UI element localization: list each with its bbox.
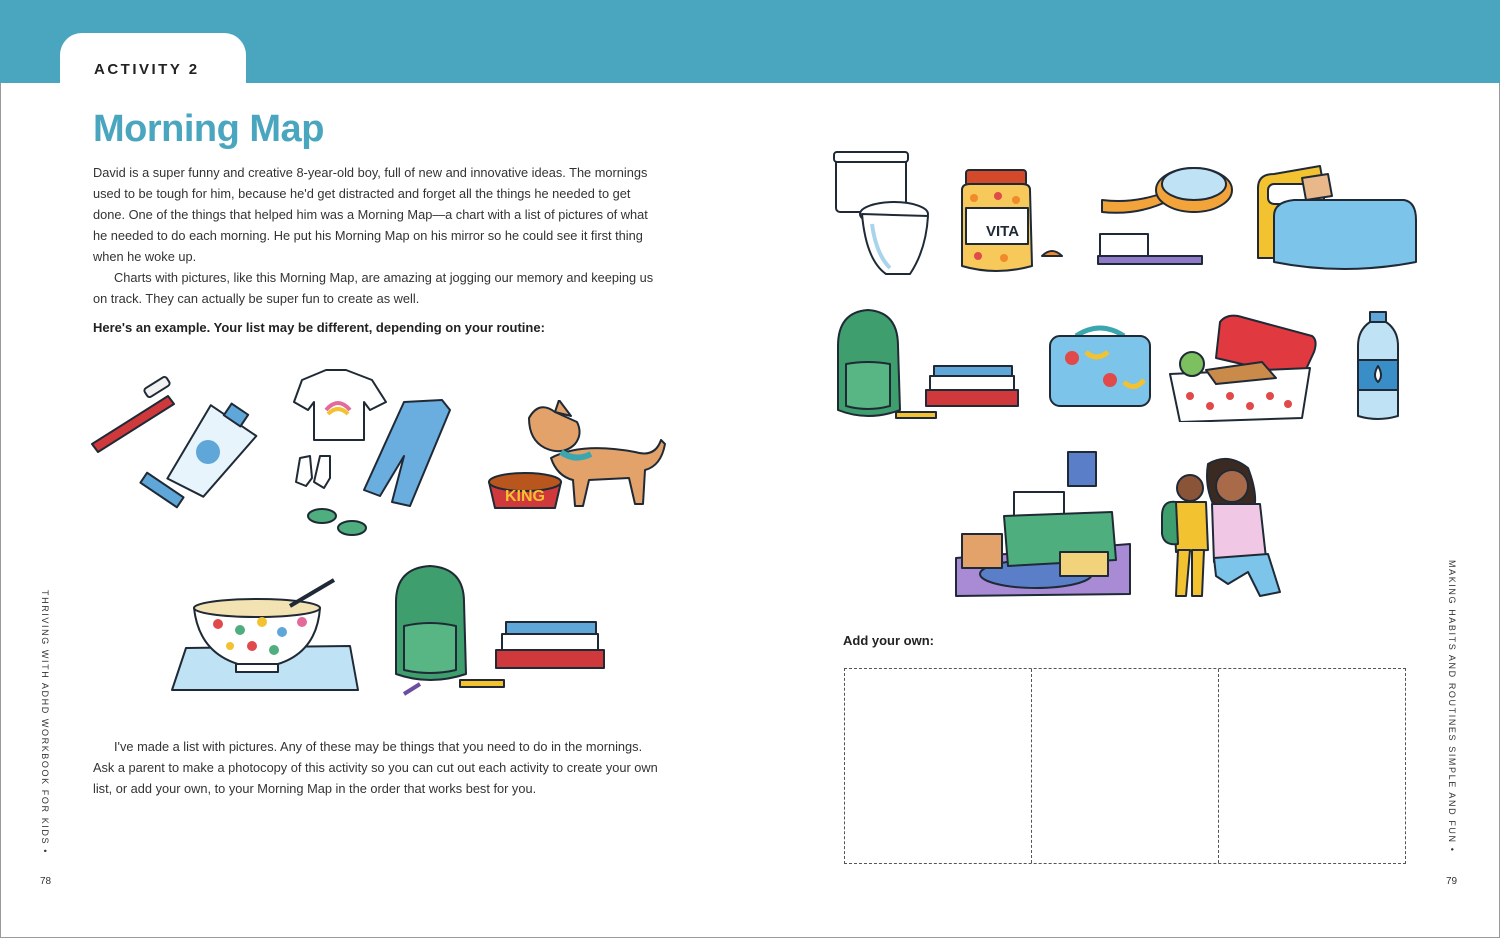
blank-box	[1218, 669, 1405, 863]
add-your-own-label: Add your own:	[843, 633, 934, 648]
backpack-books-illustration	[390, 562, 608, 696]
toilet-illustration	[832, 150, 932, 278]
clothes-illustration	[292, 366, 462, 546]
tidy-bedroom-illustration	[952, 448, 1134, 600]
goodbye-hug-illustration	[1156, 454, 1290, 604]
dog-feeding-illustration	[485, 400, 677, 515]
blank-box	[1031, 669, 1218, 863]
made-bed-illustration	[1254, 158, 1420, 278]
vitamin-jar-label: VITA	[986, 223, 1020, 240]
page-number-left: 78	[40, 876, 52, 887]
backpack-books-illustration	[832, 306, 1024, 426]
toothbrush-toothpaste-illustration	[88, 372, 258, 527]
cereal-bowl-illustration	[170, 578, 362, 694]
intro-paragraph-2: Charts with pictures, like this Morning Map, are amazing at jogging our memory and keeping us on track. They can actually be super fun to create as well.	[93, 270, 654, 306]
activity-label: ACTIVITY 2	[94, 61, 200, 78]
page-title: Morning Map	[93, 108, 324, 150]
add-your-own-boxes	[844, 668, 1406, 864]
hairbrush-comb-illustration	[1094, 160, 1236, 270]
page-number-right: 79	[1446, 876, 1458, 887]
vitamins-illustration	[958, 162, 1068, 280]
intro-paragraph-1: David is a super funny and creative 8-year-old boy, full of new and innovative ideas. The mornings used to be tough for him, because he'd get distracted and forget all the things he needed to get done. One of the things that helped him was a Morning Map—a chart with a list of pictures of what he needed to do each morning. He put his Morning Map on his mirror so he could see it first thing when he woke up.	[93, 165, 648, 264]
lunchbox-illustration	[1166, 312, 1320, 422]
closing-paragraph: I've made a list with pictures. Any of these may be things that you need to do in the mornings. Ask a parent to make a photocopy of this activity so you can cut out each activity to create your own list, or add your own, to your Morning Map in the order that works best for you.	[93, 739, 658, 796]
left-running-footer: THRIVING WITH ADHD WORKBOOK FOR KIDS •	[40, 590, 50, 854]
lunch-bag-illustration	[1046, 322, 1154, 410]
water-bottle-illustration	[1354, 310, 1402, 424]
dog-bowl-label: KING	[505, 488, 545, 505]
closing-text	[93, 736, 663, 799]
example-label: Here's an example. Your list may be different, depending on your routine:	[93, 320, 545, 335]
right-running-footer: MAKING HABITS AND ROUTINES SIMPLE AND FUN •	[1447, 560, 1457, 853]
intro-text	[93, 162, 663, 309]
blank-box	[845, 669, 1031, 863]
